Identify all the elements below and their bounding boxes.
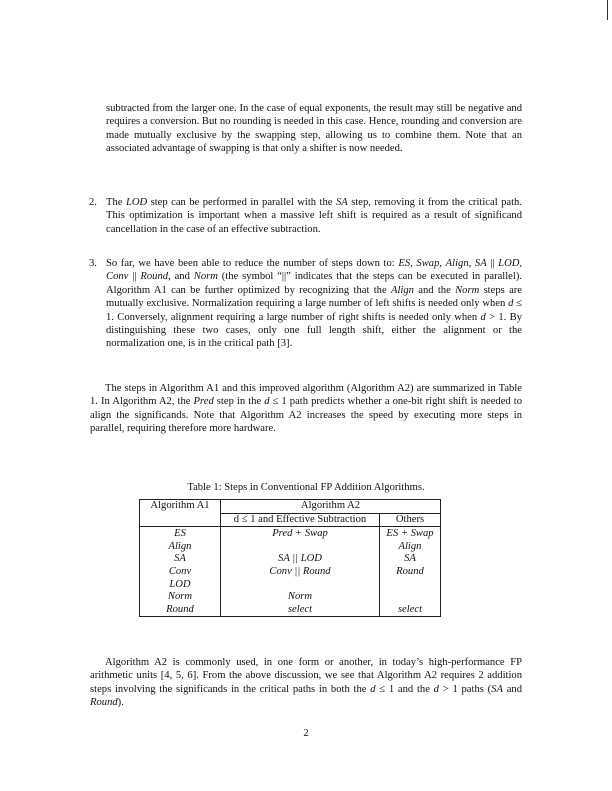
italic-term: Align bbox=[445, 258, 469, 269]
text-run: The bbox=[106, 197, 126, 208]
text-run: steps are mutually exclusive. Normalization requiring a large number of left shifts is needed only when bbox=[106, 284, 522, 310]
list-item-text bbox=[106, 258, 522, 349]
italic-term: Swap bbox=[416, 258, 440, 269]
text-run: and the bbox=[413, 284, 456, 296]
italic-term: Pred bbox=[193, 396, 214, 408]
italic-term: d bbox=[264, 396, 270, 408]
col-a1 bbox=[140, 527, 221, 617]
table-cell: Round bbox=[166, 603, 194, 615]
header-algorithm-a2: Algorithm A2 bbox=[221, 500, 441, 514]
table-cell: Conv bbox=[168, 565, 192, 577]
table-cell: Align bbox=[398, 540, 422, 552]
text-run: and bbox=[502, 683, 522, 695]
list-item-2 bbox=[89, 196, 522, 236]
table-cell: SA || LOD bbox=[278, 553, 322, 565]
subheader-others: Others bbox=[380, 513, 441, 527]
text-run: , and bbox=[168, 271, 194, 283]
italic-term: Align bbox=[390, 284, 414, 296]
text-run: , bbox=[439, 258, 446, 269]
text-run: ≤ 1 and the bbox=[375, 683, 434, 695]
header-algorithm-a1: Algorithm A1 bbox=[140, 500, 221, 514]
table-cell: SA bbox=[404, 553, 416, 565]
italic-term: ES bbox=[398, 258, 411, 269]
text-run: Algorithm A2 is commonly used, in one form or another, in today’s high-performance FP arithmetic units [4, 5, 6]. From the above discussion, we see that Algorithm A2 requires 2 addition steps involving the significands in the critical paths in both the bbox=[90, 657, 522, 695]
text-run: step can be performed in parallel with the bbox=[147, 197, 336, 208]
table-cell: Norm bbox=[287, 591, 313, 603]
italic-term: LOD bbox=[125, 197, 148, 208]
list-number: 2. bbox=[89, 197, 97, 208]
italic-term: Norm bbox=[455, 284, 480, 296]
table-cell bbox=[384, 591, 436, 604]
col-d-le-1 bbox=[221, 527, 380, 617]
list-number: 3. bbox=[89, 258, 97, 269]
table-caption: Table 1: Steps in Conventional FP Addition Algorithms. bbox=[187, 482, 425, 493]
italic-term: d bbox=[433, 683, 439, 695]
scan-edge-line bbox=[607, 0, 608, 20]
italic-term: Round bbox=[90, 697, 118, 709]
table-cell bbox=[384, 579, 436, 592]
italic-term: d bbox=[480, 311, 486, 323]
text-run: > 1 paths ( bbox=[438, 683, 492, 695]
italic-term: d bbox=[508, 298, 514, 310]
text-run: , bbox=[519, 258, 523, 269]
table-cell bbox=[225, 541, 375, 554]
italic-term: Round bbox=[140, 271, 169, 283]
col-others bbox=[380, 527, 441, 617]
text-run: So far, we have been able to reduce the number of steps down to: bbox=[106, 258, 399, 269]
text-run: , bbox=[410, 258, 417, 269]
text-run: || bbox=[486, 258, 499, 269]
table-cell: select bbox=[397, 603, 423, 615]
italic-term: Conv bbox=[106, 271, 129, 283]
table-cell: Norm bbox=[167, 591, 193, 603]
table-cell: Align bbox=[168, 540, 192, 552]
list-item-3 bbox=[89, 257, 523, 351]
text-run: ≤ 1. Conversely, alignment requiring a large number of right shifts is needed only when bbox=[106, 298, 523, 323]
table-cell: SA bbox=[174, 553, 186, 565]
text-run: step in the bbox=[213, 396, 265, 408]
italic-term: SA bbox=[335, 197, 348, 208]
page-number: 2 bbox=[303, 728, 309, 739]
list-item-text bbox=[106, 197, 522, 235]
table-cell: Conv || Round bbox=[269, 565, 331, 577]
subheader-d-le-1: d ≤ 1 and Effective Subtraction bbox=[221, 513, 380, 527]
table-cell bbox=[225, 579, 375, 592]
text-run: , bbox=[468, 258, 475, 269]
list-item-1-continuation bbox=[106, 102, 522, 156]
italic-term: d bbox=[370, 683, 376, 695]
text-run: ≤ 1 path predicts whether a one-bit right shift is needed to align the significands. Note that Algorithm A2 increases the speed by executing more steps in parallel, requiring therefore more hardware. bbox=[90, 396, 523, 435]
text-run: || bbox=[128, 271, 141, 283]
table-cell: Round bbox=[396, 565, 424, 577]
table-cell: ES bbox=[174, 528, 186, 540]
text-run: step, removing it from the critical path. This optimization is important when a massive left shift is required as a result of significand cancellation in the case of an effective subtraction. bbox=[106, 197, 522, 235]
text-run: > 1. By distinguishing these two cases, only one full length shift, either the alignment or the normalization one, is in the critical path [3]. bbox=[106, 311, 522, 350]
paragraph-conclusion bbox=[90, 656, 522, 710]
table-cell: select bbox=[287, 603, 313, 615]
italic-term: SA bbox=[474, 258, 487, 269]
italic-term: Norm bbox=[193, 271, 218, 283]
table-cell: ES + Swap bbox=[386, 528, 434, 540]
text-run: subtracted from the larger one. In the case of equal exponents, the result may still be negative and requires a conversion. But no rounding is needed in this case. Hence, rounding and conversion are made mutually exclusive by the swapping step, allowing us to combine them. Note that an associated advantage of swapping is that only a shifter is now needed. bbox=[106, 103, 522, 155]
paragraph-table-summary bbox=[90, 382, 522, 436]
italic-term: SA bbox=[491, 683, 503, 695]
text-run: ). bbox=[117, 697, 124, 709]
table-cell: LOD bbox=[169, 578, 191, 590]
steps-table bbox=[139, 499, 441, 617]
text-run: The steps in Algorithm A1 and this improved algorithm (Algorithm A2) are summarized in Table 1. In Algorithm A2, the bbox=[90, 383, 522, 408]
italic-term: LOD bbox=[498, 258, 520, 269]
text-run: (the symbol “||” indicates that the steps can be executed in parallel). Algorithm A1 can be further optimized by recognizing that the bbox=[106, 271, 523, 296]
table-cell: Pred + Swap bbox=[272, 528, 328, 540]
